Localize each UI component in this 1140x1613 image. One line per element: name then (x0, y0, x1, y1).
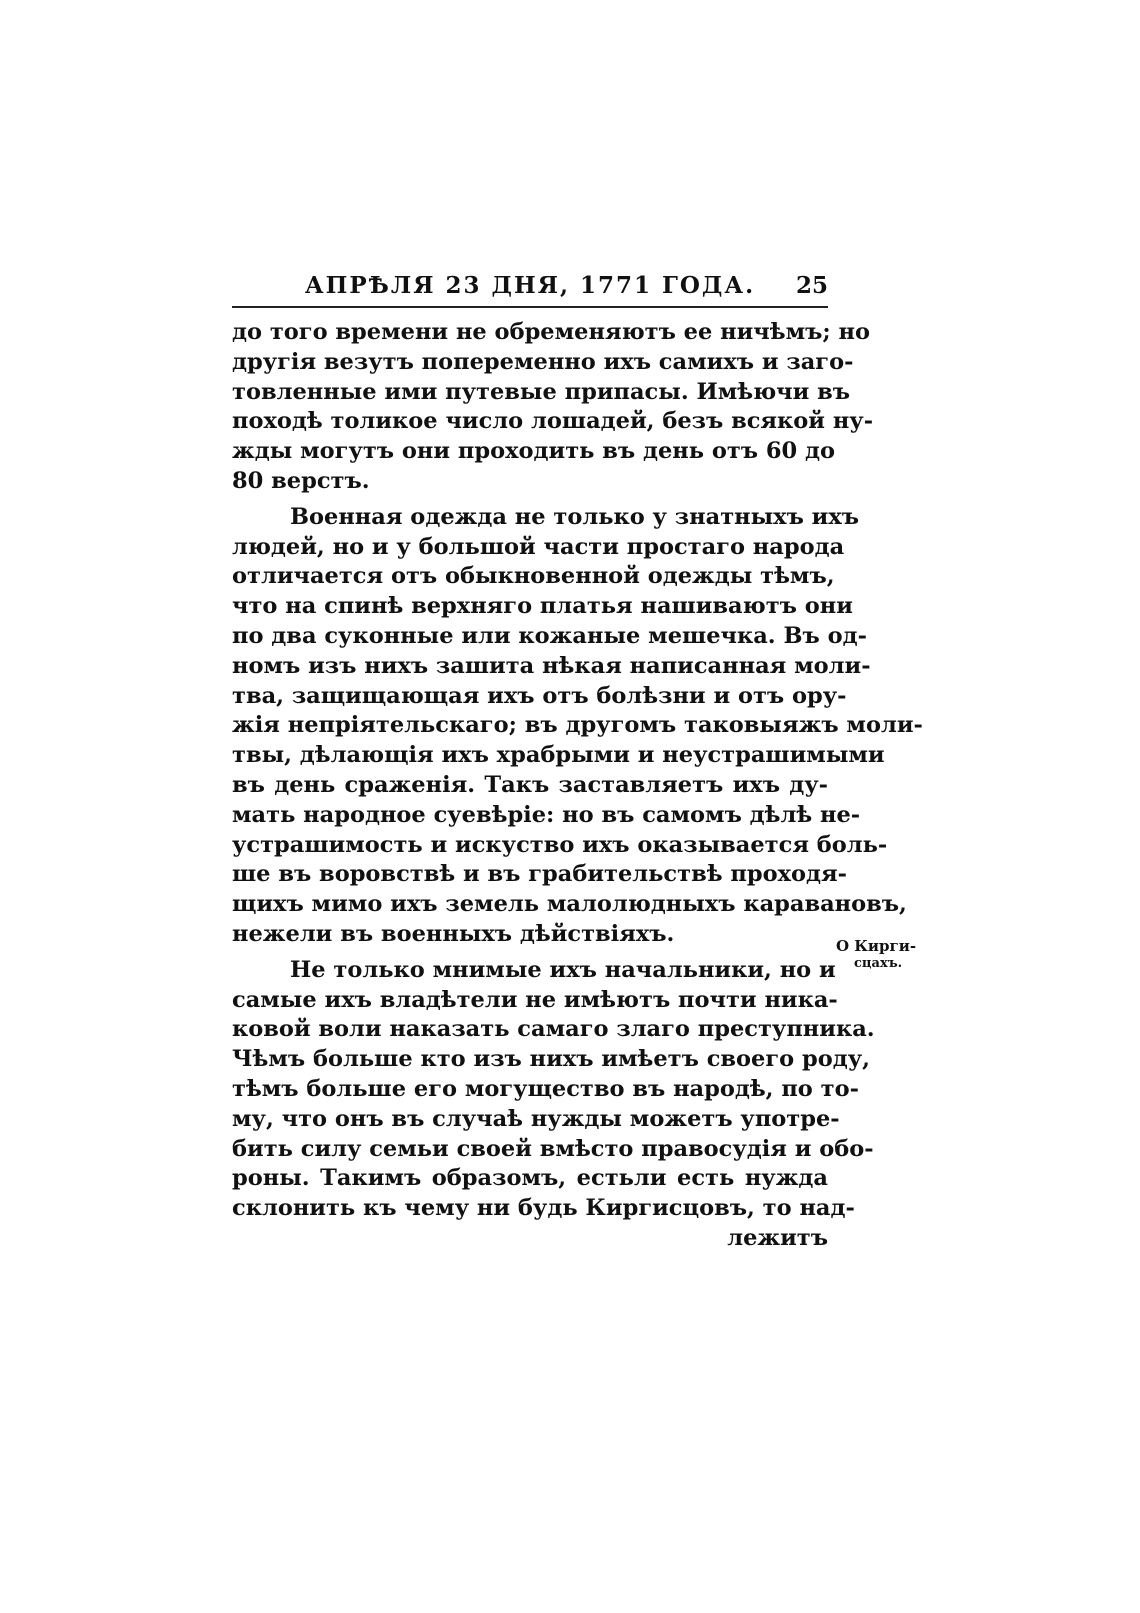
page-number: 25 (795, 272, 828, 299)
margin-note-line: сцахъ. (854, 956, 903, 971)
catchword: лежитъ (727, 1224, 828, 1251)
text-line: склонить къ чему ни будь Киргисцовъ, то над- (232, 1195, 855, 1222)
text-line: по два суконные или кожаные мешечка. Въ од- (232, 622, 867, 649)
text-line: товленные ими путевые припасы. Имѣючи въ (232, 378, 851, 405)
text-line: Не только мнимые ихъ начальники, но и (290, 956, 836, 983)
text-line: ковой воли наказать самаго злаго преступника. (232, 1016, 875, 1043)
paragraph-3 (232, 956, 875, 1224)
text-line: устрашимость и искуство ихъ оказывается боль- (232, 831, 888, 858)
running-header (232, 270, 828, 308)
text-line: въ день сраженія. Такъ заставляетъ ихъ ду- (232, 771, 828, 798)
margin-note (836, 937, 916, 973)
text-line: тва, защищающая ихъ отъ болѣзни и отъ ору- (232, 682, 847, 709)
text-line: жія непріятельскаго; въ другомъ таковыяжъ моли- (232, 712, 923, 739)
text-line: отличается отъ обыкновенной одежды тѣмъ, (232, 563, 835, 590)
margin-note-line: О Кирги- (836, 937, 917, 955)
text-line: 80 верстъ. (232, 467, 370, 494)
text-line: твы, дѣлающія ихъ храбрыми и неустрашимыми (232, 742, 885, 769)
text-line: бить силу семьи своей вмѣсто правосудія и обо- (232, 1135, 874, 1162)
text-line: Чѣмъ больше кто изъ нихъ имѣетъ своего роду, (232, 1046, 870, 1073)
text-line: Военная одежда не только у знатныхъ ихъ (290, 503, 860, 530)
paragraph-1 (232, 318, 874, 497)
text-line: походѣ толикое число лошадей, безъ всякой ну- (232, 408, 874, 435)
text-line: нежели въ военныхъ дѣйствіяхъ. (232, 920, 675, 947)
text-line: номъ изъ нихъ зашита нѣкая написанная моли- (232, 652, 871, 679)
text-line: тѣмъ больше его могущество въ народѣ, по то- (232, 1075, 859, 1102)
text-line: роны. Такимъ образомъ, естьли есть нужда (232, 1165, 828, 1192)
header-title: АПРѢЛЯ 23 ДНЯ, 1771 ГОДА. (304, 272, 756, 299)
text-line: ше въ воровствѣ и въ грабительствѣ проходя- (232, 861, 847, 888)
text-line: другія везутъ попеременно ихъ самихъ и заго- (232, 348, 854, 375)
text-line: людей, но и у большой части простаго народа (232, 533, 845, 560)
text-line: мать народное суевѣріе: но въ самомъ дѣлѣ не- (232, 801, 861, 828)
text-line: жды могутъ они проходить въ день отъ 60 до (232, 438, 836, 465)
text-line: до того времени не обременяютъ ее ничѣмъ; но (232, 319, 871, 345)
text-line: му, что онъ въ случаѣ нужды можетъ употре- (232, 1105, 840, 1132)
text-line: что на спинѣ верхняго платья нашиваютъ они (232, 593, 853, 620)
text-line: щихъ мимо ихъ земель малолюдныхъ каравановъ, (232, 891, 907, 918)
text-line: самые ихъ владѣтели не имѣютъ почти ника- (232, 986, 838, 1013)
